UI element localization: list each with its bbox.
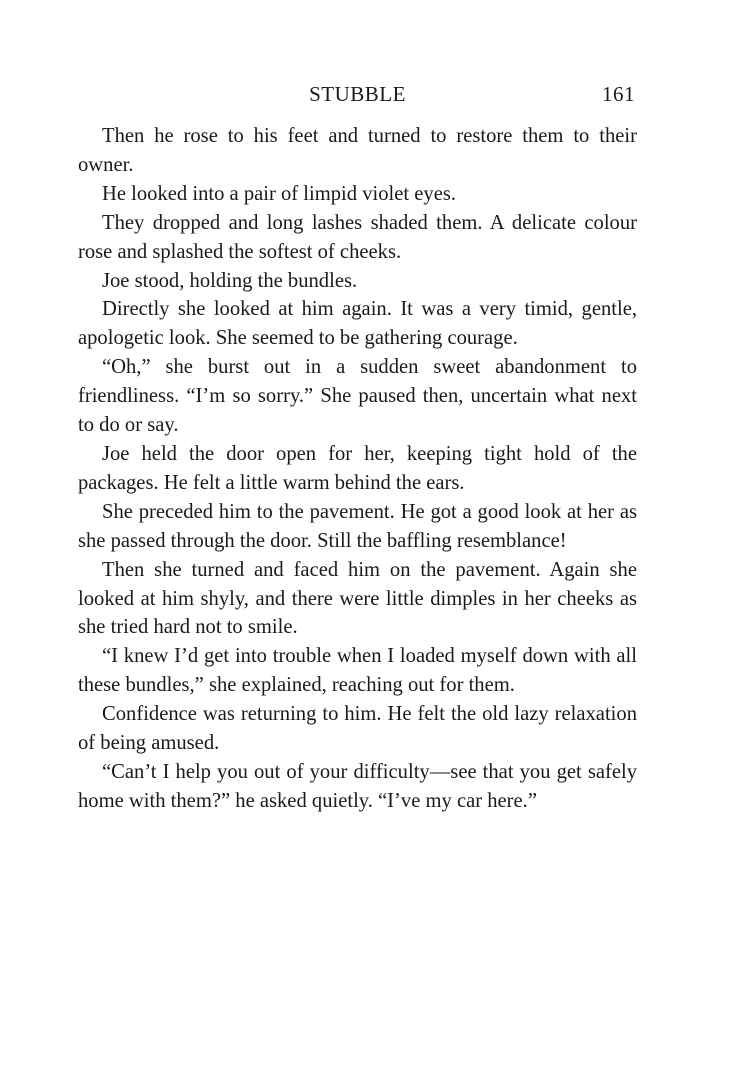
paragraph: Directly she looked at him again. It was a very timid, gentle, apologetic look. She seemed to be gathering courage. xyxy=(78,298,637,350)
page-number: 161 xyxy=(602,82,635,106)
running-title: STUBBLE xyxy=(309,82,406,106)
running-head xyxy=(78,82,637,116)
paragraph: Joe held the door open for her, keeping tight hold of the packages. He felt a little warm behind the ears. xyxy=(78,442,637,494)
paragraph: Then she turned and faced him on the pavement. Again she looked at him shyly, and there were little dimples in her cheeks as she tried hard not to smile. xyxy=(78,558,637,639)
paragraph: Confidence was returning to him. He felt the old lazy relaxation of being amused. xyxy=(78,703,637,755)
paragraph: She preceded him to the pavement. He got a good look at her as she passed through the door. Still the baffling resemblance! xyxy=(78,500,637,552)
book-page xyxy=(78,82,637,816)
paragraph: They dropped and long lashes shaded them. A delicate colour rose and splashed the softest of cheeks. xyxy=(78,211,637,263)
paragraph: “Can’t I help you out of your difficulty—see that you get safely home with them?” he asked quietly. “I’ve my car here.” xyxy=(78,760,637,812)
paragraph: Joe stood, holding the bundles. xyxy=(102,269,358,292)
body-text xyxy=(78,122,637,816)
paragraph: “I knew I’d get into trouble when I loaded myself down with all these bundles,” she explained, reaching out for them. xyxy=(78,645,637,697)
paragraph: Then he rose to his feet and turned to restore them to their owner. xyxy=(78,125,637,176)
paragraph: He looked into a pair of limpid violet eyes. xyxy=(102,182,457,205)
paragraph: “Oh,” she burst out in a sudden sweet abandonment to friendliness. “I’m so sorry.” She paused then, uncertain what next to do or say. xyxy=(78,356,637,437)
